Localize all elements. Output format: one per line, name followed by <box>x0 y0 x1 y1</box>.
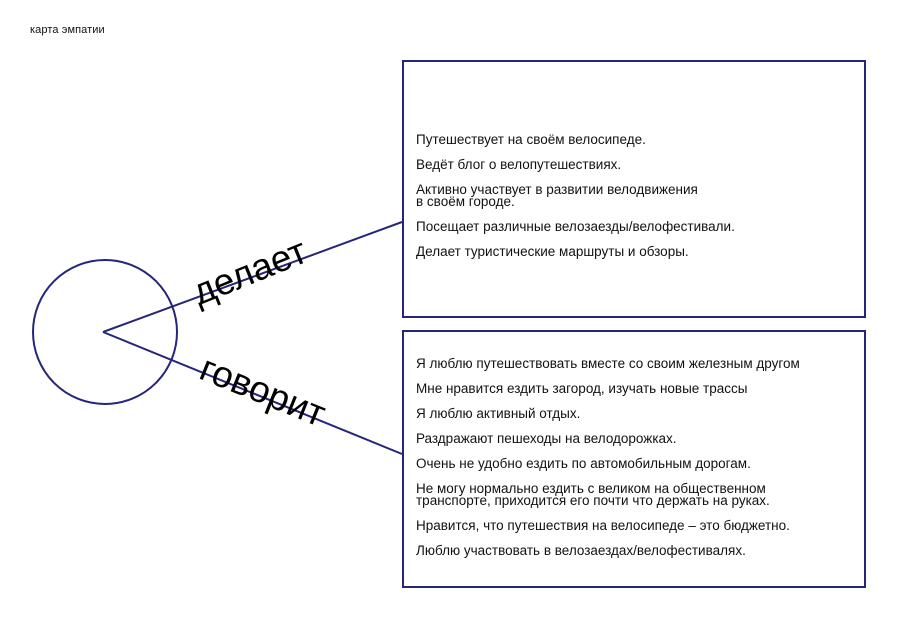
does-item: Посещает различные велозаезды/велофестивали. <box>416 219 735 234</box>
says-item: Мне нравится ездить загород, изучать новые трассы <box>416 381 748 396</box>
says-item: Я люблю путешествовать вместе со своим железным другом <box>416 356 800 371</box>
says-item: Я люблю активный отдых. <box>416 406 581 421</box>
says-item: Очень не удобно ездить по автомобильным дорогам. <box>416 456 751 471</box>
says-item: Не могу нормально ездить с великом на общественном транспорте, приходится его почти что держать на руках. <box>416 481 770 508</box>
says-box <box>402 330 866 588</box>
does-item: Активно участвует в развитии велодвижения в своём городе. <box>416 182 698 209</box>
says-item: Нравится, что путешествия на велосипеде – это бюджетно. <box>416 518 790 533</box>
page-title: карта эмпатии <box>30 24 105 36</box>
does-item: Путешествует на своём велосипеде. <box>416 132 646 147</box>
does-item: Ведёт блог о велопутешествиях. <box>416 157 622 172</box>
branch-label-does: делает <box>186 230 313 313</box>
does-item: Делает туристические маршруты и обзоры. <box>416 244 689 259</box>
says-item: Люблю участвовать в велозаездах/велофестивалях. <box>416 543 746 558</box>
says-item: Раздражают пешеходы на велодорожках. <box>416 431 677 446</box>
does-list <box>416 134 854 258</box>
does-box <box>402 60 866 318</box>
branch-label-says: говорит <box>194 347 332 435</box>
says-list <box>416 358 856 557</box>
